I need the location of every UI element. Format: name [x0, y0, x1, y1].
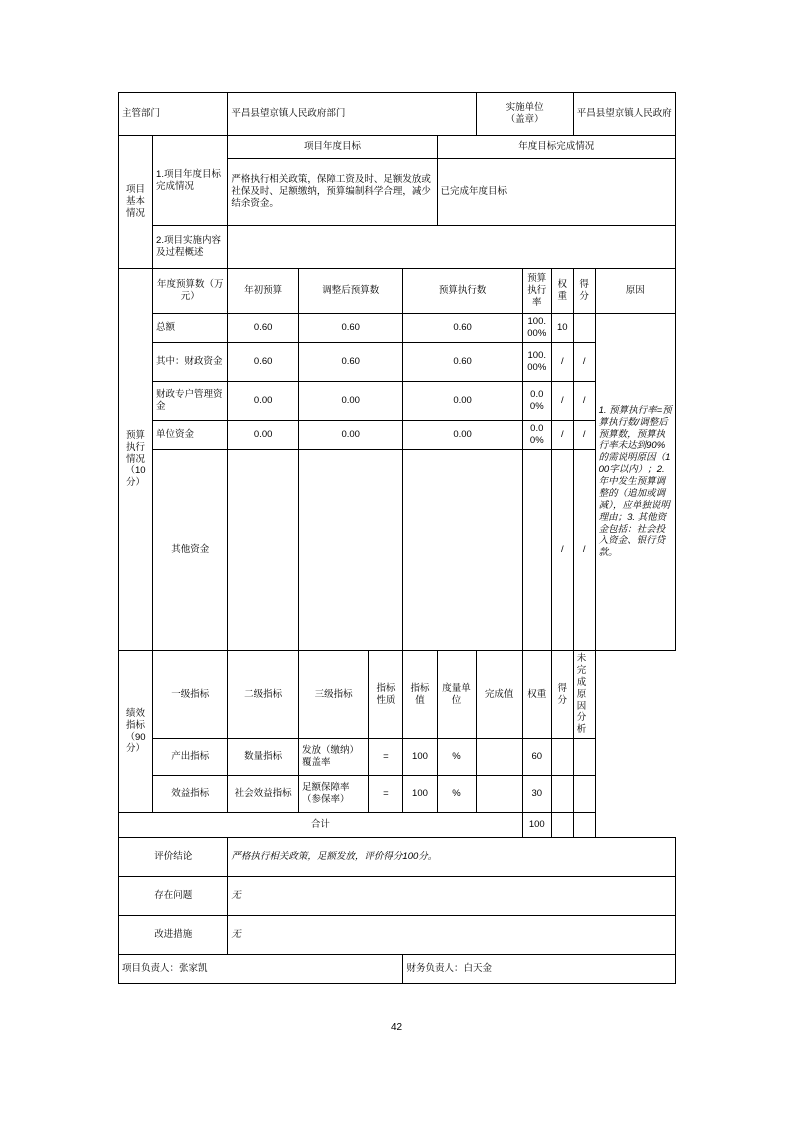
improvement-label: 改进措施 [119, 916, 228, 955]
perf-unit: % [437, 739, 476, 776]
budget-header-weight: 权重 [551, 269, 573, 314]
budget-rate: 100.00% [522, 314, 551, 343]
budget-item: 其中：财政资金 [153, 343, 228, 382]
perf-header-level1: 一级指标 [153, 651, 228, 739]
budget-side-label: 预算执行情况（10分） [119, 269, 153, 651]
perf-value: 100 [403, 776, 437, 813]
budget-weight: / [551, 421, 573, 450]
table-row-problems [119, 877, 676, 916]
table-row-department [119, 93, 676, 136]
conclusion-label: 评价结论 [119, 838, 228, 877]
budget-executed: 0.60 [403, 343, 522, 382]
perf-level1: 产出指标 [153, 739, 228, 776]
budget-score: / [573, 382, 595, 421]
goal-text: 严格执行相关政策，保障工资及时、足额发放或社保及时、足额缴纳，预算编制科学合理，减少结余资金。 [228, 159, 437, 226]
perf-score [551, 739, 573, 776]
budget-initial: 0.60 [228, 343, 299, 382]
perf-analysis [573, 739, 595, 776]
budget-rate: 100.00% [522, 343, 551, 382]
result-text: 已完成年度目标 [437, 159, 676, 226]
page-number: 42 [390, 1022, 403, 1033]
dept-label: 主管部门 [119, 93, 228, 136]
total-weight: 100 [522, 813, 551, 838]
perf-actual [476, 776, 522, 813]
budget-adjusted [298, 450, 403, 651]
finance-leader: 财务负责人：白天金 [403, 955, 676, 984]
perf-analysis [573, 776, 595, 813]
perf-level3: 足额保障率（参保率） [298, 776, 369, 813]
budget-initial: 0.60 [228, 314, 299, 343]
perf-header-unit: 度量单位 [437, 651, 476, 739]
budget-header-reason: 原因 [595, 269, 675, 314]
table-row-budget-fiscal [119, 343, 676, 382]
budget-adjusted: 0.00 [298, 382, 403, 421]
unit-label-line2: （盖章） [505, 114, 544, 125]
perf-actual [476, 739, 522, 776]
perf-score [551, 776, 573, 813]
table-row-performance-benefit [119, 776, 676, 813]
budget-score: / [573, 450, 595, 651]
basic-row1-label: 1.项目年度目标完成情况 [153, 136, 228, 226]
performance-side-label: 绩效指标（90分） [119, 651, 153, 813]
budget-weight: / [551, 382, 573, 421]
budget-item: 单位资金 [153, 421, 228, 450]
perf-weight: 60 [522, 739, 551, 776]
table-row-budget-header [119, 269, 676, 314]
budget-score: / [573, 421, 595, 450]
perf-header-level3: 三级指标 [298, 651, 369, 739]
budget-reason-text: 1. 预算执行率=预算执行数/调整后预算数，预算执行率未达到90%的需说明原因（100字以内）；2. 年中发生预算调整的（追加或调减），应单独说明理由；3. 其他资金包括：社会投入资金、银行贷款。 [595, 314, 675, 651]
budget-item: 总额 [153, 314, 228, 343]
budget-initial: 0.00 [228, 421, 299, 450]
budget-weight: / [551, 450, 573, 651]
budget-adjusted: 0.00 [298, 421, 403, 450]
perf-unit: % [437, 776, 476, 813]
perf-header-actual: 完成值 [476, 651, 522, 739]
budget-rate [522, 450, 551, 651]
budget-header-initial: 年初预算 [228, 269, 299, 314]
budget-header-score: 得分 [573, 269, 595, 314]
budget-header-rate: 预算执行率 [522, 269, 551, 314]
perf-header-value: 指标值 [403, 651, 437, 739]
basic-row2-label: 2.项目实施内容及过程概述 [153, 226, 228, 269]
perf-level3: 发放（缴纳）覆盖率 [298, 739, 369, 776]
budget-executed: 0.00 [403, 382, 522, 421]
table-row-conclusion [119, 838, 676, 877]
table-row-total [119, 813, 676, 838]
budget-rate: 0.00% [522, 382, 551, 421]
problems-text: 无 [228, 877, 676, 916]
perf-nature: = [369, 776, 403, 813]
perf-level2: 数量指标 [228, 739, 299, 776]
col-goal-header: 项目年度目标 [228, 136, 437, 159]
table-row-budget-other-funds [119, 450, 676, 651]
perf-header-score: 得分 [551, 651, 573, 739]
col-result-header: 年度目标完成情况 [437, 136, 676, 159]
budget-weight: / [551, 343, 573, 382]
table-row-improvement [119, 916, 676, 955]
budget-initial: 0.00 [228, 382, 299, 421]
problems-label: 存在问题 [119, 877, 228, 916]
perf-level1: 效益指标 [153, 776, 228, 813]
improvement-text: 无 [228, 916, 676, 955]
table-row-budget-unit-funds [119, 421, 676, 450]
budget-item: 财政专户管理资金 [153, 382, 228, 421]
total-analysis [573, 813, 595, 838]
budget-item: 其他资金 [153, 450, 228, 651]
perf-nature: = [369, 739, 403, 776]
budget-score [573, 314, 595, 343]
budget-adjusted: 0.60 [298, 314, 403, 343]
basic-side-label: 项目基本情况 [119, 136, 153, 269]
budget-header-adjusted: 调整后预算数 [298, 269, 403, 314]
dept-value: 平昌县望京镇人民政府部门 [228, 93, 476, 136]
unit-label [476, 93, 573, 136]
evaluation-table [118, 92, 676, 984]
unit-label-line1: 实施单位 [505, 102, 544, 114]
total-label: 合计 [119, 813, 523, 838]
table-row-basic-header [119, 136, 676, 159]
budget-executed: 0.60 [403, 314, 522, 343]
perf-header-weight: 权重 [522, 651, 551, 739]
budget-executed: 0.00 [403, 421, 522, 450]
perf-header-analysis: 未完成原因分析 [573, 651, 595, 739]
budget-rate: 0.00% [522, 421, 551, 450]
table-row-budget-special-account [119, 382, 676, 421]
conclusion-text: 严格执行相关政策，足额发放，评价得分100分。 [228, 838, 676, 877]
budget-initial [228, 450, 299, 651]
perf-header-level2: 二级指标 [228, 651, 299, 739]
project-leader: 项目负责人：张家凯 [119, 955, 403, 984]
perf-level2: 社会效益指标 [228, 776, 299, 813]
total-score [551, 813, 573, 838]
performance-evaluation-form [118, 92, 676, 984]
budget-adjusted: 0.60 [298, 343, 403, 382]
table-row-performance-header [119, 651, 676, 739]
budget-score: / [573, 343, 595, 382]
budget-header-item: 年度预算数（万元） [153, 269, 228, 314]
perf-header-nature: 指标性质 [369, 651, 403, 739]
table-row-signature [119, 955, 676, 984]
basic-row2-value [228, 226, 676, 269]
unit-value: 平昌县望京镇人民政府 [573, 93, 675, 136]
table-row-budget-total [119, 314, 676, 343]
table-row-performance-output [119, 739, 676, 776]
table-row-basic-process [119, 226, 676, 269]
perf-value: 100 [403, 739, 437, 776]
perf-weight: 30 [522, 776, 551, 813]
budget-executed [403, 450, 522, 651]
budget-header-executed: 预算执行数 [403, 269, 522, 314]
budget-weight: 10 [551, 314, 573, 343]
